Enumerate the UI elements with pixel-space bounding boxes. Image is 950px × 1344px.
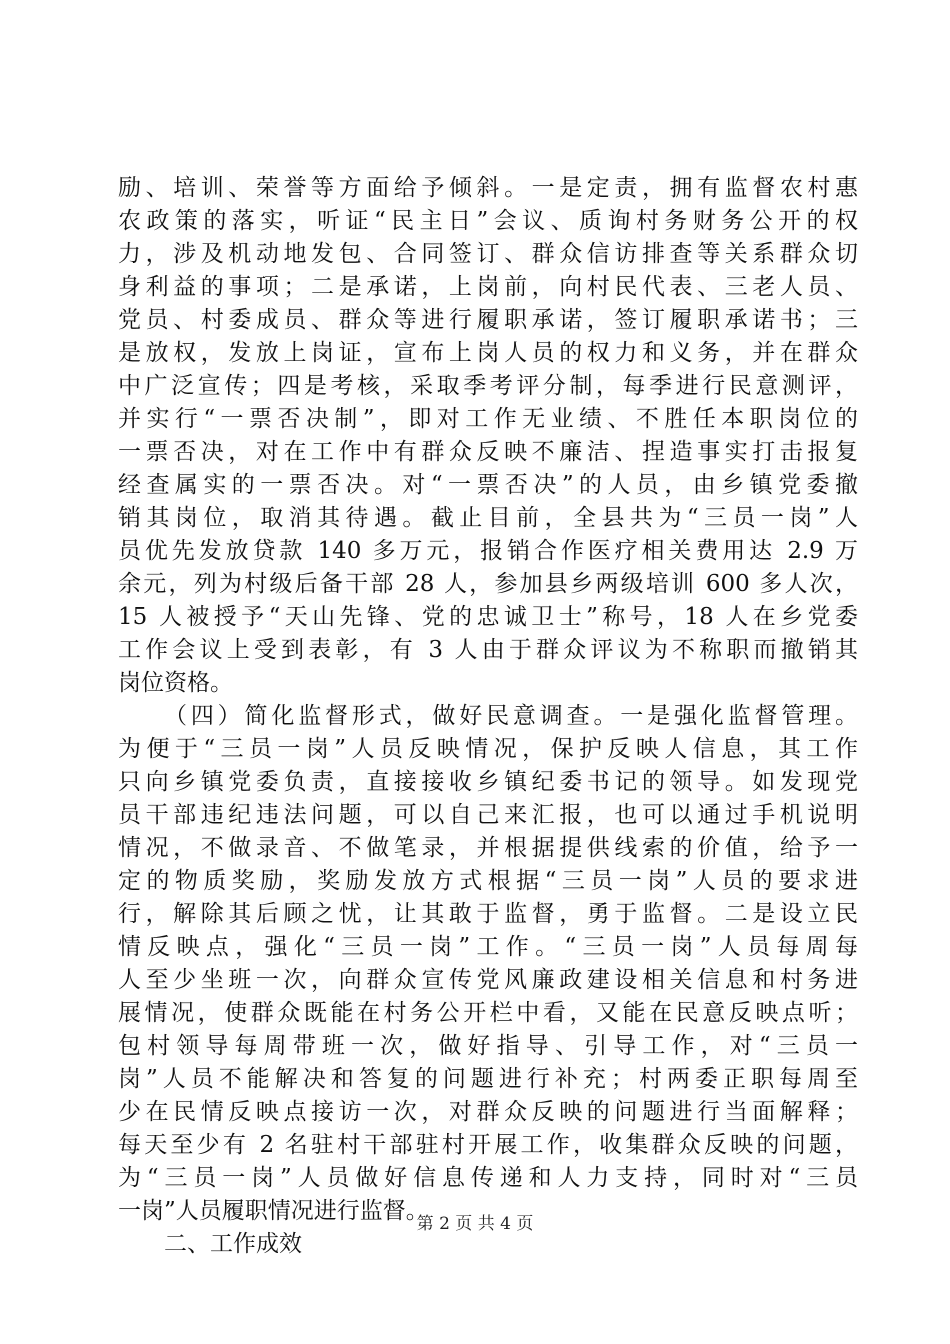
section-paragraph-start: （四）简化监督形式，做好民意调查。一是强化监督管理。 [164,703,858,729]
text-line: 农政策的落实，听证“民主日”会议、质询村务财务公开的权 [118,208,858,234]
page-footer: 第 2 页 共 4 页 [416,1214,534,1234]
text-line: 展情况，使群众既能在村务公开栏中看，又能在民意反映点听； [118,1000,858,1026]
text-line: 人至少坐班一次，向群众宣传党风廉政建设相关信息和村务进 [118,967,858,993]
text-line: 力，涉及机动地发包、合同签订、群众信访排查等关系群众切 [118,241,858,267]
text-line: 中广泛宣传；四是考核，采取季考评分制，每季进行民意测评， [118,373,858,399]
text-line: 定的物质奖励，奖励发放方式根据“三员一岗”人员的要求进 [118,868,858,894]
text-line: 情反映点，强化“三员一岗”工作。“三员一岗”人员每周每 [118,934,858,960]
text-line: 少在民情反映点接访一次，对群众反映的问题进行当面解释； [118,1099,858,1125]
text-line: 是放权，发放上岗证，宣布上岗人员的权力和义务，并在群众 [118,340,858,366]
text-line: 身利益的事项；二是承诺，上岗前，向村民代表、三老人员、 [118,274,858,300]
text-line: 15 人被授予“天山先锋、党的忠诚卫士”称号，18 人在乡党委 [118,604,858,630]
text-line: 党员、村委成员、群众等进行履职承诺，签订履职承诺书；三 [118,307,858,333]
text-line: 只向乡镇党委负责，直接接收乡镇纪委书记的领导。如发现党 [118,769,858,795]
body-text [118,172,858,1261]
text-line: 为便于“三员一岗”人员反映情况，保护反映人信息，其工作 [118,736,858,762]
section-heading: 二、工作成效 [164,1231,302,1257]
text-line: 包村领导每周带班一次，做好指导、引导工作，对“三员一 [118,1033,858,1059]
text-line: 每天至少有 2 名驻村干部驻村开展工作，收集群众反映的问题， [118,1132,858,1158]
text-line: 一岗”人员履职情况进行监督。 [118,1198,429,1224]
text-line: 一票否决，对在工作中有群众反映不廉洁、捏造事实打击报复 [118,439,858,465]
text-line: 岗”人员不能解决和答复的问题进行补充；村两委正职每周至 [118,1066,858,1092]
text-line: 员干部违纪违法问题，可以自己来汇报，也可以通过手机说明 [118,802,858,828]
text-line: 经查属实的一票否决。对“一票否决”的人员，由乡镇党委撤 [118,472,858,498]
text-line: 为“三员一岗”人员做好信息传递和人力支持，同时对“三员 [118,1165,858,1191]
text-line: 员优先发放贷款 140 多万元，报销合作医疗相关费用达 2.9 万 [118,538,858,564]
text-line: 励、培训、荣誉等方面给予倾斜。一是定责，拥有监督农村惠 [118,175,858,201]
text-line: 并实行“一票否决制”，即对工作无业绩、不胜任本职岗位的 [118,406,858,432]
text-line: 岗位资格。 [118,670,233,696]
text-line: 销其岗位，取消其待遇。截止目前，全县共为“三员一岗”人 [118,505,858,531]
text-line: 工作会议上受到表彰，有 3 人由于群众评议为不称职而撤销其 [118,637,858,663]
text-line: 余元，列为村级后备干部 28 人，参加县乡两级培训 600 多人次， [118,571,858,597]
text-line: 情况，不做录音、不做笔录，并根据提供线索的价值，给予一 [118,835,858,861]
text-line: 行，解除其后顾之忧，让其敢于监督，勇于监督。二是设立民 [118,901,858,927]
